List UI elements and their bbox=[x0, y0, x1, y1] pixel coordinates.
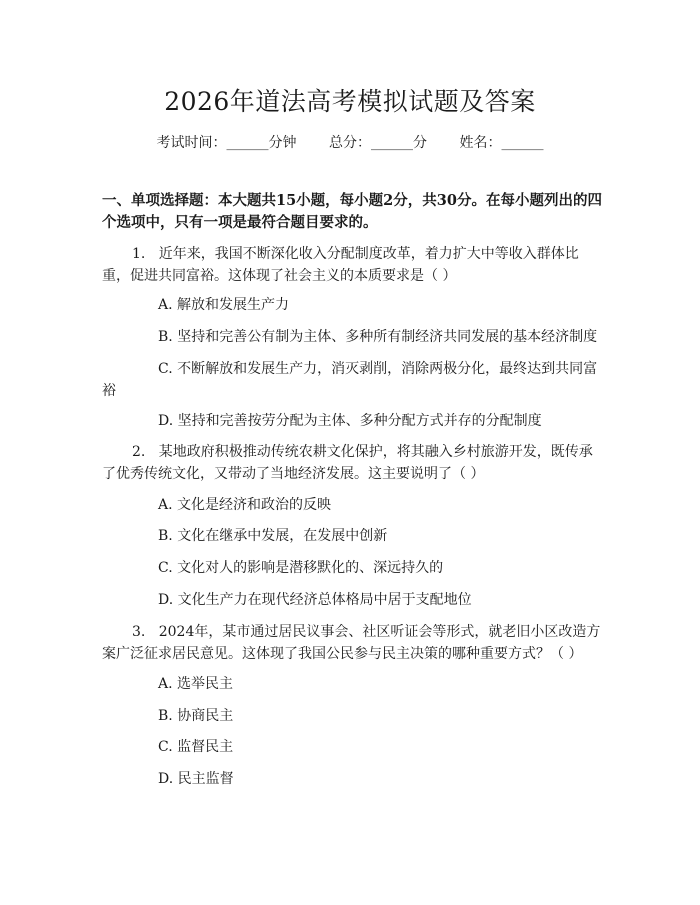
question-2 bbox=[102, 441, 602, 485]
question-number: 1. bbox=[132, 246, 146, 262]
question-text: 近年来，我国不断深化收入分配制度改革，着力扩大中等收入群体比重，促进共同富裕。这体现了社会主义的本质要求是（ ） bbox=[102, 246, 579, 284]
option-1c: C. 不断解放和发展生产力，消灭剥削，消除两极分化，最终达到共同富裕 bbox=[102, 361, 598, 399]
question-number: 2. bbox=[132, 444, 146, 460]
student-name: 姓名：______ bbox=[459, 135, 544, 151]
question-text: 2024年，某市通过居民议事会、社区听证会等形式，就老旧小区改造方案广泛征求居民意见。这体现了我国公民参与民主决策的哪种重要方式？（ ） bbox=[102, 624, 601, 662]
option-3d: D. 民主监督 bbox=[158, 771, 234, 787]
option-3c: C. 监督民主 bbox=[158, 739, 234, 755]
question-1 bbox=[102, 243, 602, 287]
option-1d: D. 坚持和完善按劳分配为主体、多种分配方式并存的分配制度 bbox=[158, 413, 542, 429]
question-number: 3. bbox=[132, 624, 146, 640]
option-2c: C. 文化对人的影响是潜移默化的、深远持久的 bbox=[158, 560, 444, 576]
exam-meta bbox=[0, 132, 700, 152]
option-2a: A. 文化是经济和政治的反映 bbox=[158, 497, 332, 513]
option-3b: B. 协商民主 bbox=[158, 708, 234, 724]
option-1b: B. 坚持和完善公有制为主体、多种所有制经济共同发展的基本经济制度 bbox=[158, 329, 598, 345]
option-3a: A. 选举民主 bbox=[158, 676, 234, 692]
question-text: 某地政府积极推动传统农耕文化保护，将其融入乡村旅游开发，既传承了优秀传统文化，又带动了当地经济发展。这主要说明了（ ） bbox=[102, 444, 593, 482]
option-2d: D. 文化生产力在现代经济总体格局中居于支配地位 bbox=[158, 592, 472, 608]
option-2b: B. 文化在继承中发展，在发展中创新 bbox=[158, 528, 388, 544]
question-3 bbox=[102, 621, 602, 665]
exam-time: 考试时间：______分钟 bbox=[156, 135, 297, 151]
page-title: 2026年道法高考模拟试题及答案 bbox=[164, 87, 536, 116]
total-score: 总分：______分 bbox=[329, 135, 427, 151]
option-1a: A. 解放和发展生产力 bbox=[158, 297, 290, 313]
section-heading: 一、单项选择题：本大题共15小题，每小题2分，共30分。在每小题列出的四个选项中，只有一项是最符合题目要求的。 bbox=[102, 192, 602, 231]
